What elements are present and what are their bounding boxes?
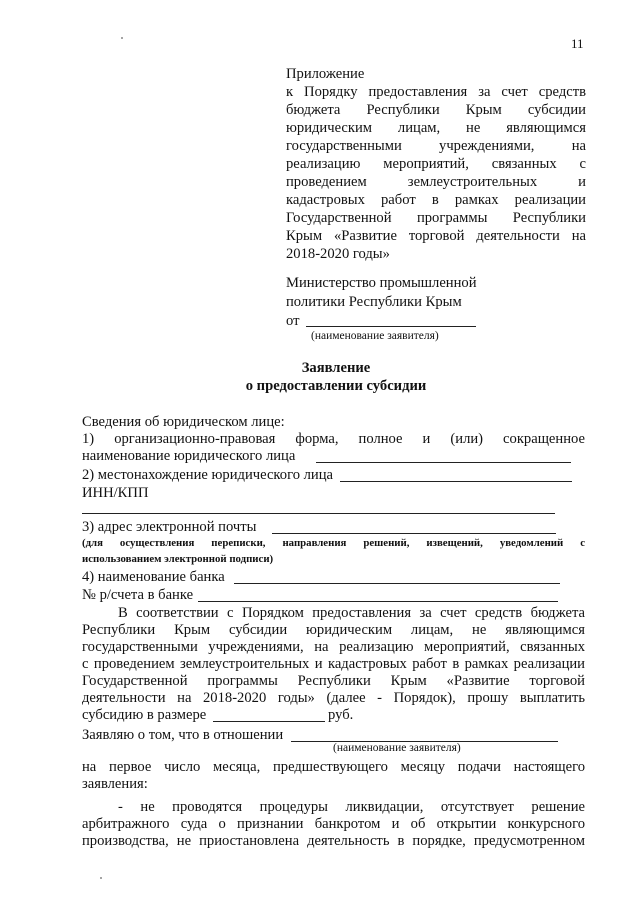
statement-line: Республики Крым субсидии юридическим лицам, не являющимся [82, 622, 585, 638]
field-underline-amount [213, 721, 325, 722]
form-intro: Сведения об юридическом лице: [82, 414, 285, 430]
scan-speck [100, 877, 102, 879]
declaration-bullet-line: - не проводятся процедуры ликвидации, отсутствует решение [118, 799, 585, 815]
document-subtitle: о предоставлении субсидии [245, 378, 427, 394]
statement-line: с проведением землеустроительных и кадастровых работ в рамках реализации [82, 656, 585, 672]
statement-line: В соответствии с Порядком предоставления за счет средств бюджета [118, 605, 585, 621]
appendix-line: юридическим лицам, не являющимся [286, 120, 586, 136]
declaration-line: на первое число месяца, предшествующего месяцу подачи настоящего [82, 759, 585, 775]
appendix-last-line: 2018-2020 годы» [286, 246, 390, 262]
form-item3-note: (для осуществления переписки, направления решений, извещений, уведомлений с [82, 537, 585, 549]
appendix-line: бюджета Республики Крым субсидии [286, 102, 586, 118]
field-underline-account [198, 601, 558, 602]
amount-prefix: субсидию в размере [82, 707, 207, 723]
appendix-line: проведением землеустроительных и [286, 174, 586, 190]
page-number: 11 [571, 36, 584, 51]
form-item4: 4) наименование банка [82, 569, 225, 585]
declaration-prefix: Заявляю о том, что в отношении [82, 727, 284, 743]
from-caption: (наименование заявителя) [311, 330, 439, 342]
appendix-line: реализацию мероприятий, связанных с [286, 156, 586, 172]
form-account: № р/счета в банке [82, 587, 194, 603]
appendix-line: Государственной программы Республики [286, 210, 586, 226]
declaration-caption: (наименование заявителя) [333, 742, 461, 754]
field-underline-inn [82, 513, 555, 514]
amount-suffix: руб. [328, 707, 354, 723]
appendix-line: к Порядку предоставления за счет средств [286, 84, 586, 100]
form-item1-line1: 1) организационно-правовая форма, полное и (или) сокращенное [82, 431, 585, 447]
statement-line: деятельности на 2018-2020 годы» (далее - Порядок), прошу выплатить [82, 690, 585, 706]
form-item1-line2: наименование юридического лица [82, 448, 296, 464]
form-item3-note: использованием электронной подписи) [82, 553, 274, 565]
addressee-line: Министерство промышленной [286, 275, 477, 291]
from-label: от [286, 313, 300, 329]
declaration-bullet-line: производства, не приостановлена деятельность в порядке, предусмотренном [82, 833, 585, 849]
appendix-line: государственными учреждениями, на [286, 138, 586, 154]
field-underline-bank [234, 583, 560, 584]
document-title: Заявление [301, 360, 371, 376]
form-inn: ИНН/КПП [82, 485, 149, 501]
form-item2: 2) местонахождение юридического лица [82, 467, 334, 483]
statement-line: Государственной программы Республики Крым «Развитие торговой [82, 673, 585, 689]
appendix-line: Крым «Развитие торговой деятельности на [286, 228, 586, 244]
addressee-line: политики Республики Крым [286, 294, 462, 310]
field-underline-location [340, 481, 572, 482]
statement-line: государственными учреждениями, на реализацию мероприятий, связанных [82, 639, 585, 655]
scan-speck [121, 37, 123, 39]
appendix-heading: Приложение [286, 66, 365, 82]
appendix-line: кадастровых работ в рамках реализации [286, 192, 586, 208]
declaration-bullet-line: арбитражного суда о признании банкротом и об открытии конкурсного [82, 816, 585, 832]
field-underline-email [272, 533, 556, 534]
field-underline-name [316, 462, 571, 463]
form-item3: 3) адрес электронной почты [82, 519, 257, 535]
from-underline [306, 326, 476, 327]
declaration-line: заявления: [82, 776, 148, 792]
